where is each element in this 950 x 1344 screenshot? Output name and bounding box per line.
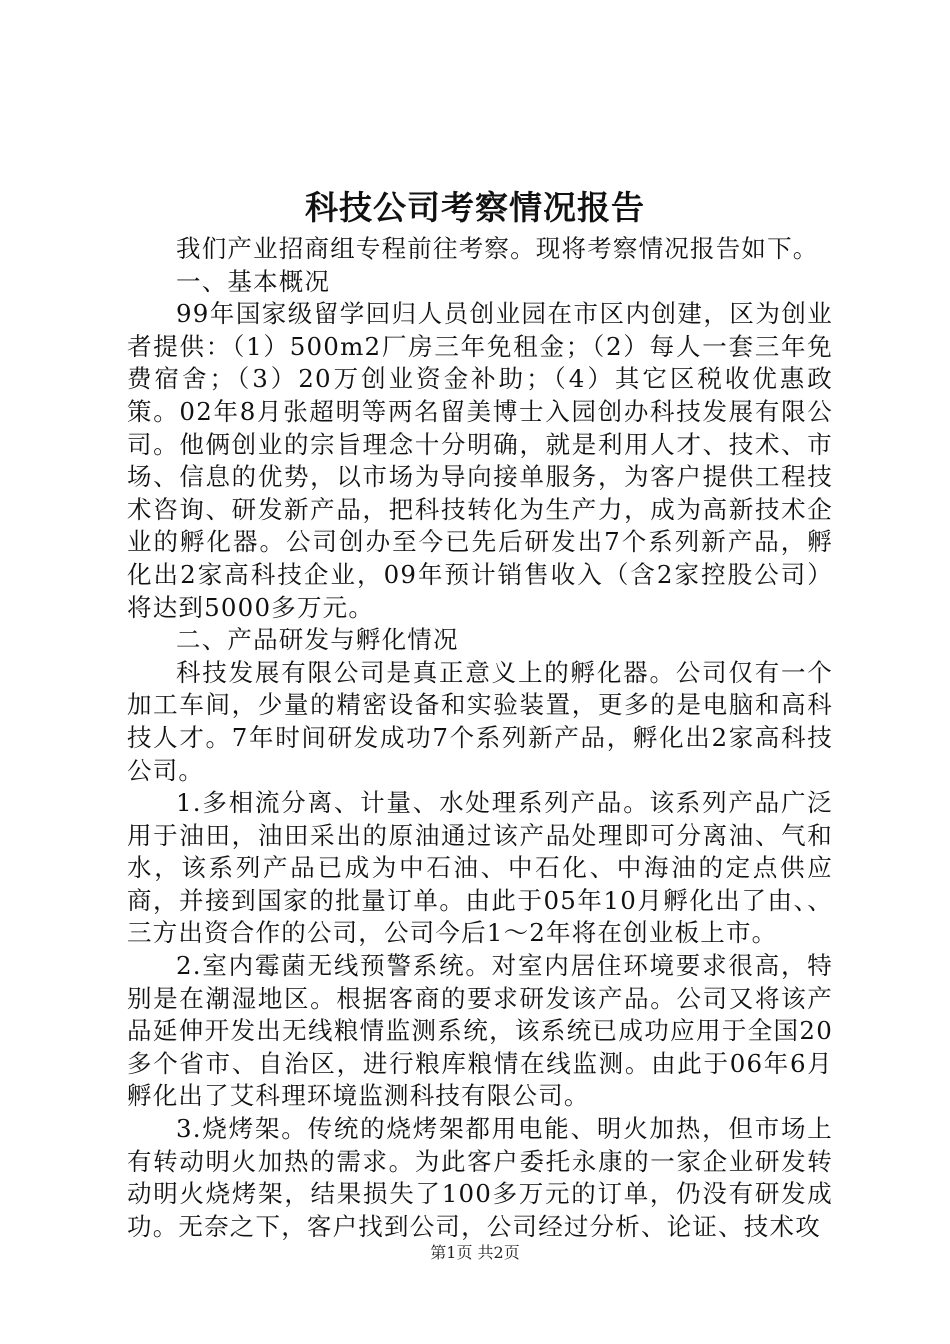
paragraph-item-1: 1.多相流分离、计量、水处理系列产品。该系列产品广泛用于油田，油田采出的原油通过该产品处理即可分离油、气和水，该系列产品已成为中石油、中石化、中海油的定点供应商，并接到国家的批量订单。由此于05年10月孵化出了由、、三方出资合作的公司，公司今后1～2年将在创业板上市。 bbox=[127, 788, 833, 948]
section-heading-rd: 二、产品研发与孵化情况 bbox=[176, 625, 459, 655]
paragraph-item-2: 2.室内霉菌无线预警系统。对室内居住环境要求很高，特别是在潮湿地区。根据客商的要求研发该产品。公司又将该产品延伸开发出无线粮情监测系统，该系统已成功应用于全国20多个省市、自治区，进行粮库粮情在线监测。由此于06年6月孵化出了艾科理环境监测科技有限公司。 bbox=[127, 951, 833, 1111]
paragraph-rd-summary: 科技发展有限公司是真正意义上的孵化器。公司仅有一个加工车间，少量的精密设备和实验装置，更多的是电脑和高科技人才。7年时间研发成功7个系列新产品，孵化出2家高科技公司。 bbox=[127, 657, 833, 785]
paragraph-item-3: 3.烧烤架。传统的烧烤架都用电能、明火加热，但市场上有转动明火加热的需求。为此客户委托永康的一家企业研发转动明火烧烤架，结果损失了100多万元的订单，仍没有研发成功。无奈之下，客户找到公司，公司经过分析、论证、技术攻 bbox=[127, 1114, 833, 1241]
paragraph-intro: 我们产业招商组专程前往考察。现将考察情况报告如下。 bbox=[176, 234, 819, 263]
page-footer: 第1页 共2页 bbox=[430, 1243, 520, 1262]
section-heading-overview: 一、基本概况 bbox=[176, 266, 331, 296]
document-title: 科技公司考察情况报告 bbox=[305, 188, 645, 227]
paragraph-overview: 99年国家级留学回归人员创业园在市区内创建，区为创业者提供：（1）500m2厂房三年免租金；（2）每人一套三年免费宿舍；（3）20万创业资金补助；（4）其它区税收优惠政策。02年8月张超明等两名留美博士入园创办科技发展有限公司。他俩创业的宗旨理念十分明确，就是利用人才、技术、市场、信息的优势，以市场为导向接单服务，为客户提供工程技术咨询、研发新产品，把科技转化为生产力，成为高新技术企业的孵化器。公司创办至今已先后研发出7个系列新产品，孵化出2家高科技企业，09年预计销售收入（含2家控股公司）将达到5000多万元。 bbox=[127, 299, 833, 622]
document-body bbox=[127, 233, 833, 1243]
